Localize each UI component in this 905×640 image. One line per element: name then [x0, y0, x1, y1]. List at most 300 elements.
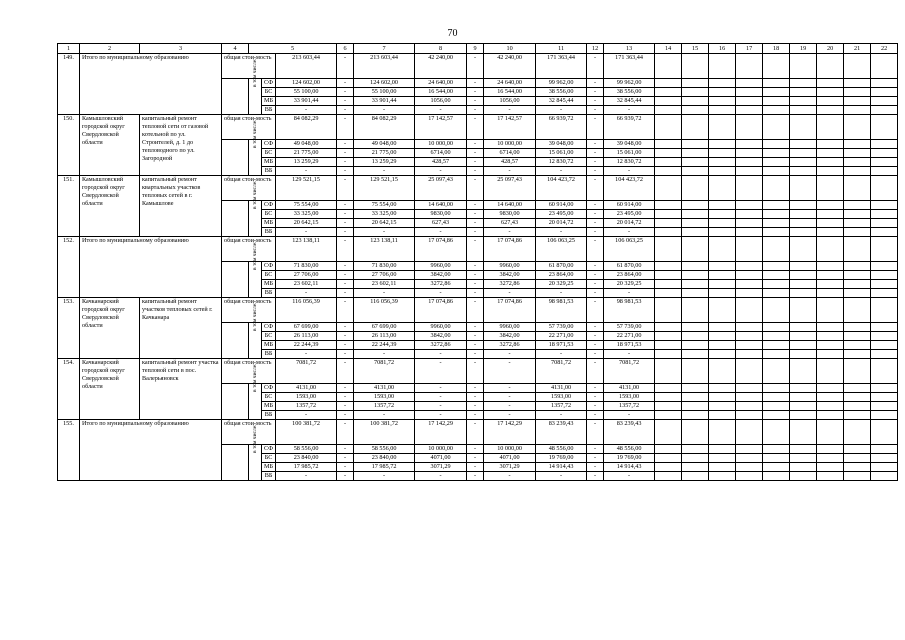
- empty-cell: [790, 97, 817, 106]
- empty-cell: [655, 454, 682, 463]
- value-cell: -: [467, 140, 484, 149]
- value-cell: -: [467, 237, 484, 262]
- value-cell: -: [415, 359, 467, 384]
- empty-cell: [655, 323, 682, 332]
- empty-cell: [871, 350, 898, 359]
- value-cell: 55 100,00: [354, 88, 415, 97]
- work-description: капитальный ремонт участка тепловой сети в пос. Валерьяновск: [140, 359, 222, 420]
- empty-cell: [655, 384, 682, 393]
- value-cell: 57 739,00: [536, 323, 587, 332]
- empty-cell: [763, 149, 790, 158]
- value-cell: -: [587, 176, 604, 201]
- value-cell: 49 048,00: [354, 140, 415, 149]
- table-row: [58, 359, 898, 384]
- funding-source: МБ: [262, 402, 276, 411]
- empty-cell: [844, 384, 871, 393]
- empty-cell: [682, 115, 709, 140]
- value-cell: -: [354, 167, 415, 176]
- empty-cell: [709, 402, 736, 411]
- empty-cell: [817, 332, 844, 341]
- empty-cell: [844, 106, 871, 115]
- value-cell: -: [587, 219, 604, 228]
- value-cell: -: [337, 420, 354, 445]
- empty-cell: [736, 454, 763, 463]
- empty-cell: [736, 359, 763, 384]
- including-label: в том числе:: [252, 302, 258, 331]
- empty-cell: [736, 158, 763, 167]
- funding-source: БС: [262, 332, 276, 341]
- value-cell: -: [467, 393, 484, 402]
- value-cell: -: [587, 210, 604, 219]
- empty-cell: [790, 332, 817, 341]
- value-cell: -: [337, 393, 354, 402]
- value-cell: -: [587, 332, 604, 341]
- empty-cell: [817, 97, 844, 106]
- municipality-name: Качканарский городской округ Свердловской области: [80, 298, 140, 359]
- including-label-cell: [249, 119, 262, 176]
- empty-cell: [844, 445, 871, 454]
- empty-cell: [844, 280, 871, 289]
- empty-cell: [709, 237, 736, 262]
- value-cell: 75 554,00: [276, 201, 337, 210]
- empty-cell: [736, 88, 763, 97]
- total-cost-label: общая стои-мость: [222, 237, 276, 262]
- value-cell: 1357,72: [276, 402, 337, 411]
- empty-cell: [817, 219, 844, 228]
- funding-source: БС: [262, 393, 276, 402]
- value-cell: 33 901,44: [354, 97, 415, 106]
- value-cell: -: [337, 289, 354, 298]
- value-cell: 6714,00: [484, 149, 536, 158]
- value-cell: 99 962,00: [604, 79, 655, 88]
- value-cell: 23 840,00: [276, 454, 337, 463]
- value-cell: -: [536, 167, 587, 176]
- value-cell: -: [415, 384, 467, 393]
- empty-cell: [736, 289, 763, 298]
- value-cell: -: [337, 210, 354, 219]
- empty-cell: [871, 140, 898, 149]
- empty-cell: [763, 88, 790, 97]
- empty-cell: [763, 298, 790, 323]
- empty-cell: [763, 454, 790, 463]
- empty-cell: [709, 289, 736, 298]
- row-number: 154.: [58, 359, 80, 420]
- value-cell: -: [415, 402, 467, 411]
- empty-cell: [871, 332, 898, 341]
- value-cell: -: [337, 115, 354, 140]
- value-cell: 49 048,00: [276, 140, 337, 149]
- empty-cell: [763, 280, 790, 289]
- value-cell: -: [536, 106, 587, 115]
- municipality-total-label: Итого по муниципальному образованию: [80, 237, 222, 298]
- funding-source: МБ: [262, 219, 276, 228]
- empty-cell: [844, 158, 871, 167]
- column-number: 12: [587, 44, 604, 54]
- empty-cell: [763, 237, 790, 262]
- including-label-cell: [249, 180, 262, 237]
- empty-cell: [682, 445, 709, 454]
- empty-cell: [736, 262, 763, 271]
- value-cell: -: [467, 445, 484, 454]
- value-cell: -: [587, 54, 604, 79]
- empty-cell: [709, 149, 736, 158]
- empty-cell: [655, 332, 682, 341]
- empty-cell: [763, 158, 790, 167]
- value-cell: 57 739,00: [604, 323, 655, 332]
- empty-cell: [736, 176, 763, 201]
- value-cell: 14 914,43: [604, 463, 655, 472]
- value-cell: 48 556,00: [536, 445, 587, 454]
- value-cell: -: [337, 140, 354, 149]
- empty-cell: [790, 402, 817, 411]
- empty-cell: [682, 359, 709, 384]
- empty-cell: [709, 140, 736, 149]
- funding-source: ВБ: [262, 167, 276, 176]
- value-cell: -: [587, 167, 604, 176]
- column-number: 1: [58, 44, 80, 54]
- empty-cell: [844, 54, 871, 79]
- value-cell: 33 325,00: [276, 210, 337, 219]
- empty-cell: [871, 341, 898, 350]
- empty-cell: [736, 280, 763, 289]
- empty-cell: [655, 210, 682, 219]
- value-cell: -: [337, 463, 354, 472]
- empty-cell: [709, 393, 736, 402]
- value-cell: 3272,86: [415, 280, 467, 289]
- empty-cell: [817, 88, 844, 97]
- empty-cell: [763, 106, 790, 115]
- empty-cell: [844, 201, 871, 210]
- empty-cell: [736, 350, 763, 359]
- empty-cell: [709, 350, 736, 359]
- value-cell: -: [337, 402, 354, 411]
- value-cell: -: [587, 262, 604, 271]
- value-cell: -: [604, 411, 655, 420]
- value-cell: -: [484, 289, 536, 298]
- value-cell: -: [467, 88, 484, 97]
- value-cell: -: [415, 289, 467, 298]
- value-cell: -: [337, 411, 354, 420]
- empty-cell: [655, 271, 682, 280]
- value-cell: 20 642,15: [276, 219, 337, 228]
- value-cell: -: [467, 149, 484, 158]
- empty-cell: [844, 88, 871, 97]
- empty-cell: [817, 149, 844, 158]
- value-cell: 24 640,00: [484, 79, 536, 88]
- empty-cell: [709, 280, 736, 289]
- value-cell: 66 939,72: [604, 115, 655, 140]
- value-cell: -: [587, 140, 604, 149]
- value-cell: -: [337, 262, 354, 271]
- empty-cell: [682, 97, 709, 106]
- empty-cell: [655, 54, 682, 79]
- empty-cell: [817, 472, 844, 481]
- column-number: 3: [140, 44, 222, 54]
- value-cell: -: [337, 454, 354, 463]
- budget-table: [57, 43, 898, 481]
- empty-cell: [736, 97, 763, 106]
- value-cell: 7081,72: [276, 359, 337, 384]
- value-cell: 106 063,25: [536, 237, 587, 262]
- empty-cell: [709, 167, 736, 176]
- value-cell: 104 423,72: [604, 176, 655, 201]
- value-cell: 1593,00: [354, 393, 415, 402]
- blank-cell: [222, 79, 249, 115]
- empty-cell: [709, 201, 736, 210]
- empty-cell: [817, 280, 844, 289]
- empty-cell: [682, 323, 709, 332]
- value-cell: 20 014,72: [604, 219, 655, 228]
- value-cell: -: [587, 237, 604, 262]
- value-cell: -: [276, 228, 337, 237]
- value-cell: 3071,29: [484, 463, 536, 472]
- empty-cell: [790, 411, 817, 420]
- empty-cell: [790, 88, 817, 97]
- empty-cell: [709, 228, 736, 237]
- value-cell: -: [587, 454, 604, 463]
- empty-cell: [844, 332, 871, 341]
- value-cell: 14 640,00: [484, 201, 536, 210]
- empty-cell: [790, 176, 817, 201]
- empty-cell: [709, 88, 736, 97]
- value-cell: -: [415, 106, 467, 115]
- value-cell: -: [276, 472, 337, 481]
- empty-cell: [655, 106, 682, 115]
- empty-cell: [709, 210, 736, 219]
- empty-cell: [763, 140, 790, 149]
- value-cell: 123 138,11: [354, 237, 415, 262]
- empty-cell: [682, 149, 709, 158]
- value-cell: 23 864,00: [604, 271, 655, 280]
- empty-cell: [655, 298, 682, 323]
- empty-cell: [655, 472, 682, 481]
- table-row: [58, 176, 898, 201]
- value-cell: 17 142,57: [484, 115, 536, 140]
- empty-cell: [817, 228, 844, 237]
- empty-cell: [790, 149, 817, 158]
- value-cell: 66 939,72: [536, 115, 587, 140]
- empty-cell: [763, 445, 790, 454]
- empty-cell: [736, 420, 763, 445]
- value-cell: 22 244,39: [354, 341, 415, 350]
- empty-cell: [817, 140, 844, 149]
- column-number: 19: [790, 44, 817, 54]
- empty-cell: [736, 79, 763, 88]
- empty-cell: [871, 115, 898, 140]
- value-cell: -: [337, 384, 354, 393]
- empty-cell: [844, 463, 871, 472]
- empty-cell: [736, 341, 763, 350]
- empty-cell: [709, 323, 736, 332]
- value-cell: -: [467, 271, 484, 280]
- empty-cell: [790, 167, 817, 176]
- value-cell: 23 602,11: [354, 280, 415, 289]
- value-cell: -: [536, 228, 587, 237]
- empty-cell: [844, 402, 871, 411]
- funding-source: СФ: [262, 262, 276, 271]
- value-cell: 428,57: [484, 158, 536, 167]
- value-cell: -: [354, 106, 415, 115]
- value-cell: -: [536, 411, 587, 420]
- empty-cell: [709, 176, 736, 201]
- empty-cell: [844, 149, 871, 158]
- empty-cell: [817, 210, 844, 219]
- empty-cell: [655, 88, 682, 97]
- empty-cell: [709, 271, 736, 280]
- column-number: 7: [354, 44, 415, 54]
- value-cell: 17 142,57: [415, 115, 467, 140]
- total-cost-label: общая стои-мость: [222, 420, 276, 445]
- value-cell: 3842,00: [415, 271, 467, 280]
- value-cell: -: [467, 420, 484, 445]
- value-cell: 39 048,00: [536, 140, 587, 149]
- value-cell: -: [604, 289, 655, 298]
- including-label: в том числе:: [252, 424, 258, 453]
- value-cell: 4071,00: [415, 454, 467, 463]
- empty-cell: [736, 115, 763, 140]
- empty-cell: [763, 176, 790, 201]
- empty-cell: [682, 420, 709, 445]
- value-cell: 23 864,00: [536, 271, 587, 280]
- empty-cell: [844, 228, 871, 237]
- value-cell: -: [337, 359, 354, 384]
- column-number: 9: [467, 44, 484, 54]
- table-row: [58, 54, 898, 79]
- empty-cell: [817, 350, 844, 359]
- value-cell: -: [587, 323, 604, 332]
- empty-cell: [763, 219, 790, 228]
- value-cell: 48 556,00: [604, 445, 655, 454]
- funding-source: БС: [262, 88, 276, 97]
- value-cell: -: [467, 228, 484, 237]
- value-cell: 17 074,86: [484, 237, 536, 262]
- empty-cell: [817, 420, 844, 445]
- empty-cell: [817, 262, 844, 271]
- value-cell: -: [467, 350, 484, 359]
- empty-cell: [655, 140, 682, 149]
- funding-source: СФ: [262, 445, 276, 454]
- funding-source: СФ: [262, 79, 276, 88]
- municipality-total-label: Итого по муниципальному образованию: [80, 420, 222, 481]
- work-description: капитальный ремонт участков тепловых сетей г. Качканара: [140, 298, 222, 359]
- empty-cell: [844, 140, 871, 149]
- empty-cell: [763, 420, 790, 445]
- value-cell: 17 985,72: [276, 463, 337, 472]
- value-cell: 23 602,11: [276, 280, 337, 289]
- empty-cell: [655, 280, 682, 289]
- value-cell: 3272,86: [484, 280, 536, 289]
- empty-cell: [655, 402, 682, 411]
- empty-cell: [844, 115, 871, 140]
- empty-cell: [790, 210, 817, 219]
- value-cell: 116 056,39: [276, 298, 337, 323]
- empty-cell: [682, 210, 709, 219]
- empty-cell: [709, 332, 736, 341]
- empty-cell: [736, 201, 763, 210]
- empty-cell: [736, 332, 763, 341]
- value-cell: 13 259,29: [354, 158, 415, 167]
- value-cell: 3272,86: [415, 341, 467, 350]
- municipality-total-label: Итого по муниципальному образованию: [80, 54, 222, 115]
- value-cell: -: [587, 384, 604, 393]
- empty-cell: [817, 176, 844, 201]
- value-cell: -: [484, 350, 536, 359]
- empty-cell: [682, 88, 709, 97]
- empty-cell: [736, 393, 763, 402]
- empty-cell: [709, 454, 736, 463]
- including-label-cell: [249, 241, 262, 298]
- value-cell: -: [467, 210, 484, 219]
- empty-cell: [709, 384, 736, 393]
- empty-cell: [709, 219, 736, 228]
- empty-cell: [844, 298, 871, 323]
- value-cell: 98 981,53: [536, 298, 587, 323]
- value-cell: -: [484, 359, 536, 384]
- row-number: 151.: [58, 176, 80, 237]
- empty-cell: [790, 106, 817, 115]
- funding-source: СФ: [262, 384, 276, 393]
- value-cell: -: [604, 350, 655, 359]
- value-cell: -: [587, 445, 604, 454]
- value-cell: -: [276, 411, 337, 420]
- value-cell: -: [587, 359, 604, 384]
- empty-cell: [790, 384, 817, 393]
- empty-cell: [790, 445, 817, 454]
- value-cell: 22 244,39: [276, 341, 337, 350]
- value-cell: -: [587, 472, 604, 481]
- value-cell: 4131,00: [276, 384, 337, 393]
- value-cell: -: [337, 323, 354, 332]
- empty-cell: [763, 472, 790, 481]
- value-cell: 10 000,00: [415, 140, 467, 149]
- value-cell: 67 699,00: [354, 323, 415, 332]
- empty-cell: [709, 262, 736, 271]
- value-cell: -: [587, 280, 604, 289]
- empty-cell: [871, 149, 898, 158]
- empty-cell: [763, 402, 790, 411]
- empty-cell: [763, 463, 790, 472]
- empty-cell: [682, 384, 709, 393]
- value-cell: 22 271,00: [604, 332, 655, 341]
- value-cell: 100 381,72: [354, 420, 415, 445]
- value-cell: 4071,00: [484, 454, 536, 463]
- value-cell: -: [337, 79, 354, 88]
- empty-cell: [682, 176, 709, 201]
- total-cost-label: общая стои-мость: [222, 298, 276, 323]
- empty-cell: [736, 298, 763, 323]
- empty-cell: [790, 201, 817, 210]
- empty-cell: [736, 463, 763, 472]
- empty-cell: [682, 463, 709, 472]
- value-cell: 20 329,25: [536, 280, 587, 289]
- funding-source: МБ: [262, 97, 276, 106]
- value-cell: -: [354, 350, 415, 359]
- value-cell: 23 495,00: [604, 210, 655, 219]
- value-cell: 3842,00: [415, 332, 467, 341]
- empty-cell: [709, 106, 736, 115]
- empty-cell: [790, 54, 817, 79]
- empty-cell: [790, 140, 817, 149]
- column-number: 15: [682, 44, 709, 54]
- empty-cell: [736, 167, 763, 176]
- value-cell: -: [354, 472, 415, 481]
- value-cell: -: [484, 402, 536, 411]
- empty-cell: [709, 359, 736, 384]
- including-label: в том числе:: [252, 119, 258, 148]
- work-description: капитальный ремонт тепловой сети от газовой котельной по ул. Строителей, д. 1 до тепловодного по ул. Загородной: [140, 115, 222, 176]
- total-cost-label: общая стои-мость: [222, 359, 276, 384]
- value-cell: -: [415, 228, 467, 237]
